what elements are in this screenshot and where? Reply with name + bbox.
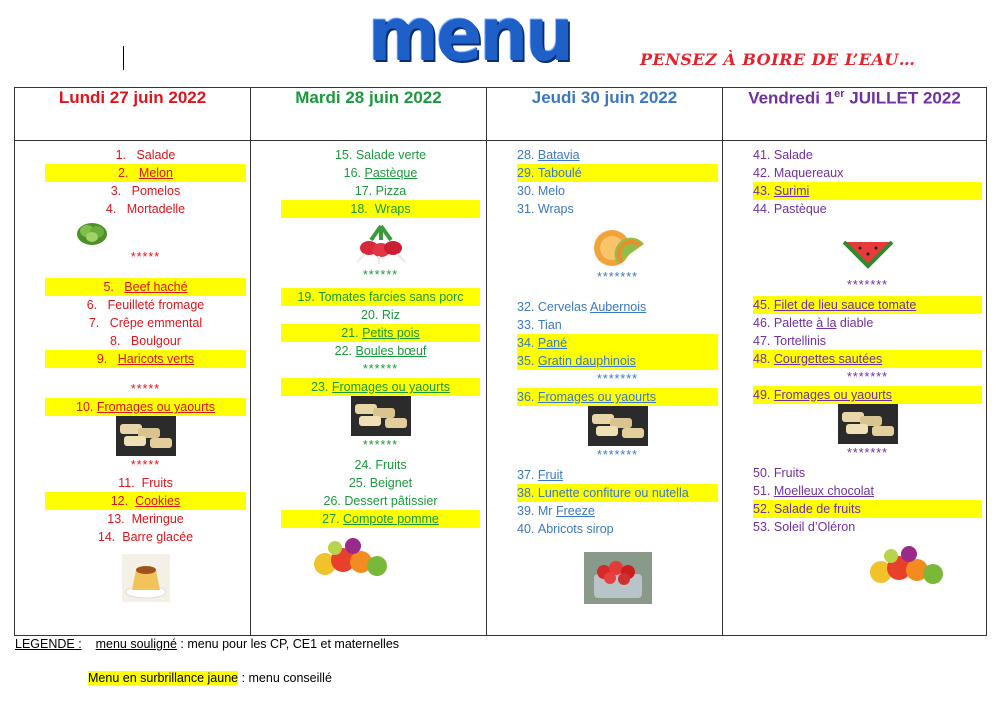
menu-item: 6. Feuilleté fromage <box>86 298 205 312</box>
menu-item: 46. Palette à la diable <box>753 316 874 330</box>
menu-table <box>14 87 987 636</box>
column-monday <box>15 141 251 636</box>
separator: ******* <box>846 446 889 460</box>
menu-item: 51. Moelleux chocolat <box>753 484 874 498</box>
header-row <box>15 88 987 141</box>
menu-item: 19. Tomates farcies sans porc <box>281 288 480 306</box>
cheese-image <box>588 406 648 446</box>
separator: ******* <box>596 270 639 284</box>
column-friday <box>723 141 987 636</box>
menu-row <box>15 141 987 636</box>
menu-item: 41. Salade <box>753 148 813 162</box>
fruit-basket-image <box>309 530 393 584</box>
menu-item: 50. Fruits <box>753 466 806 480</box>
menu-item: 26. Dessert pâtissier <box>323 494 438 508</box>
separator: ******* <box>846 278 889 292</box>
text-cursor <box>123 46 124 70</box>
menu-item: 21. Petits pois <box>281 324 480 342</box>
drink-water-reminder: PENSEZ À BOIRE DE L’EAU… <box>640 50 916 69</box>
menu-item: 38. Lunette confiture ou nutella <box>517 484 718 502</box>
menu-title: menu <box>368 0 572 78</box>
menu-item: 33. Tian <box>517 318 562 332</box>
menu-item: 22. Boules bœuf <box>334 344 427 358</box>
fruit-basket-image <box>865 538 949 592</box>
menu-item: 10. Fromages ou yaourts <box>45 398 246 416</box>
menu-item: 1. Salade <box>115 148 176 162</box>
menu-item: 47. Tortellinis <box>753 334 826 348</box>
menu-item: 34. Pané <box>517 334 718 352</box>
menu-item: 37. Fruit <box>517 468 563 482</box>
menu-item: 23. Fromages ou yaourts <box>281 378 480 396</box>
menu-item: 2. Melon <box>45 164 246 182</box>
menu-item: 17. Pizza <box>354 184 407 198</box>
menu-item: 16. Pastèque <box>343 166 418 180</box>
separator: ****** <box>362 362 399 376</box>
menu-item: 15. Salade verte <box>334 148 427 162</box>
menu-item: 4. Mortadelle <box>105 202 186 216</box>
menu-item: 36. Fromages ou yaourts <box>517 388 718 406</box>
separator: ****** <box>362 438 399 452</box>
menu-item: 18. Wraps <box>281 200 480 218</box>
menu-item: 8. Boulgour <box>110 334 181 348</box>
menu-item: 30. Melo <box>517 184 565 198</box>
separator: ***** <box>130 382 161 396</box>
separator: ***** <box>130 458 161 472</box>
legend-highlighted: Menu en surbrillance jaune : menu conseillé <box>88 671 332 685</box>
menu-item: 27. Compote pomme <box>281 510 480 528</box>
menu-item: 11. Fruits <box>118 476 173 490</box>
menu-item: 5. Beef haché <box>45 278 246 296</box>
radish-image <box>351 222 411 266</box>
menu-item: 52. Salade de fruits <box>753 500 982 518</box>
column-thursday <box>487 141 723 636</box>
separator: ******* <box>596 372 639 386</box>
cheese-image <box>838 404 898 444</box>
menu-item: 42. Maquereaux <box>753 166 844 180</box>
menu-item: 14. Barre glacée <box>97 530 194 544</box>
menu-item: 53. Soleil d’Oléron <box>753 520 856 534</box>
cheese-image <box>351 396 411 436</box>
separator: ****** <box>362 268 399 282</box>
menu-item: 43. Surimi <box>753 182 982 200</box>
menu-item: 31. Wraps <box>517 202 574 216</box>
menu-item: 12. Cookies <box>45 492 246 510</box>
watermelon-image <box>840 232 896 272</box>
menu-item: 9. Haricots verts <box>45 350 246 368</box>
flan-image <box>122 554 170 602</box>
column-tuesday <box>251 141 487 636</box>
menu-item: 32. Cervelas Aubernois <box>517 300 647 314</box>
day-header-thursday: Jeudi 30 juin 2022 <box>487 88 723 141</box>
day-header-tuesday: Mardi 28 juin 2022 <box>251 88 487 141</box>
menu-item: 7. Crêpe emmental <box>88 316 203 330</box>
separator: ******* <box>596 448 639 462</box>
menu-item: 48. Courgettes sautées <box>753 350 982 368</box>
separator: ***** <box>130 250 161 264</box>
menu-item: 29. Taboulé <box>517 164 718 182</box>
menu-item: 40. Abricots sirop <box>517 522 614 536</box>
menu-item: 45. Filet de lieu sauce tomate <box>753 296 982 314</box>
melon-image <box>590 224 646 268</box>
menu-item: 44. Pastèque <box>753 202 827 216</box>
salad-image <box>75 220 109 246</box>
day-header-monday: Lundi 27 juin 2022 <box>15 88 251 141</box>
menu-item: 28. Batavia <box>517 148 580 162</box>
menu-item: 24. Fruits <box>354 458 407 472</box>
day-header-friday: Vendredi 1er JUILLET 2022 <box>723 88 987 141</box>
menu-item: 39. Mr Freeze <box>517 504 595 518</box>
cheese-image <box>116 416 176 456</box>
menu-item: 20. Riz <box>361 308 400 322</box>
menu-item: 49. Fromages ou yaourts <box>753 386 982 404</box>
legend-underlined: LEGENDE : menu souligné : menu pour les CP, CE1 et maternelles <box>15 637 400 651</box>
separator: ******* <box>846 370 889 384</box>
menu-item: 35. Gratin dauphinois <box>517 352 718 370</box>
menu-item: 25. Beignet <box>348 476 413 490</box>
menu-item: 3. Pomelos <box>110 184 181 198</box>
strawberries-image <box>584 552 652 604</box>
menu-item: 13. Meringue <box>107 512 184 526</box>
